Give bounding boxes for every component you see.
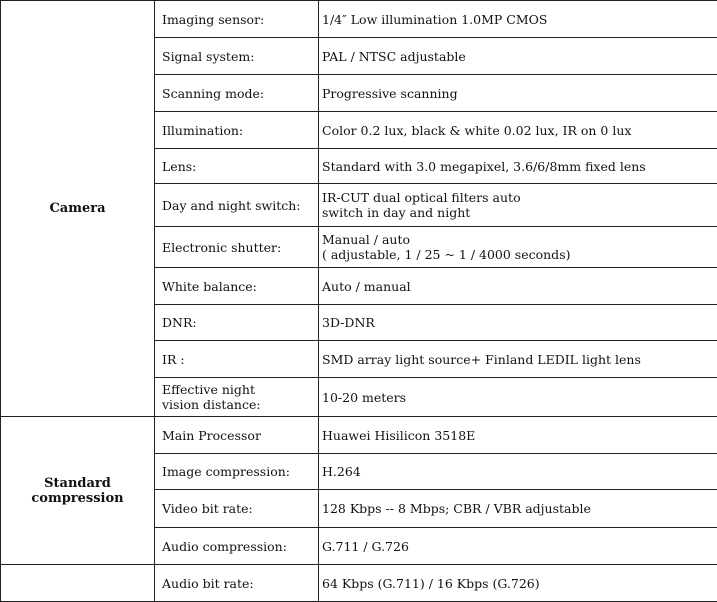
spec-label: Video bit rate:: [155, 490, 319, 528]
spec-value: 128 Kbps -- 8 Mbps; CBR / VBR adjustable: [319, 490, 717, 528]
spec-value: H.264: [319, 454, 717, 490]
spec-label: Signal system:: [155, 38, 319, 75]
spec-label: Image compression:: [155, 454, 319, 490]
spec-value: IR-CUT dual optical filters auto switch in day and night: [319, 184, 717, 227]
spec-value: 1/4″ Low illumination 1.0MP CMOS: [319, 1, 717, 38]
spec-value: Manual / auto ( adjustable, 1 / 25 ~ 1 / 4000 seconds): [319, 227, 717, 268]
spec-label: Lens:: [155, 149, 319, 184]
spec-value: 64 Kbps (G.711) / 16 Kbps (G.726): [319, 565, 717, 602]
spec-table-continued: [0, 564, 717, 602]
spec-label: Main Processor: [155, 417, 319, 454]
spec-value: 10-20 meters: [319, 378, 717, 417]
category-standard-compression: Standard compression: [1, 417, 155, 565]
spec-label: Day and night switch:: [155, 184, 319, 227]
spec-label: Scanning mode:: [155, 75, 319, 112]
spec-label: Audio bit rate:: [155, 565, 319, 602]
spec-label: IR :: [155, 341, 319, 378]
spec-label: White balance:: [155, 268, 319, 305]
spec-label: DNR:: [155, 305, 319, 341]
table-row: [1, 1, 717, 38]
spec-value: SMD array light source+ Finland LEDIL light lens: [319, 341, 717, 378]
spec-value: PAL / NTSC adjustable: [319, 38, 717, 75]
spec-label: Electronic shutter:: [155, 227, 319, 268]
spec-value: Progressive scanning: [319, 75, 717, 112]
category-camera: Camera: [1, 1, 155, 417]
spec-value: Color 0.2 lux, black & white 0.02 lux, IR on 0 lux: [319, 112, 717, 149]
category-cell-empty: [1, 565, 155, 602]
spec-label: Audio compression:: [155, 528, 319, 565]
spec-value: Auto / manual: [319, 268, 717, 305]
spec-value: 3D-DNR: [319, 305, 717, 341]
spec-value: Standard with 3.0 megapixel, 3.6/6/8mm fixed lens: [319, 149, 717, 184]
table-row: [1, 565, 717, 602]
spec-value: G.711 / G.726: [319, 528, 717, 565]
spec-label: Illumination:: [155, 112, 319, 149]
table-row: [1, 417, 717, 454]
spec-label: Imaging sensor:: [155, 1, 319, 38]
spec-value: Huawei Hisilicon 3518E: [319, 417, 717, 454]
spec-label: Effective night vision distance:: [155, 378, 319, 417]
